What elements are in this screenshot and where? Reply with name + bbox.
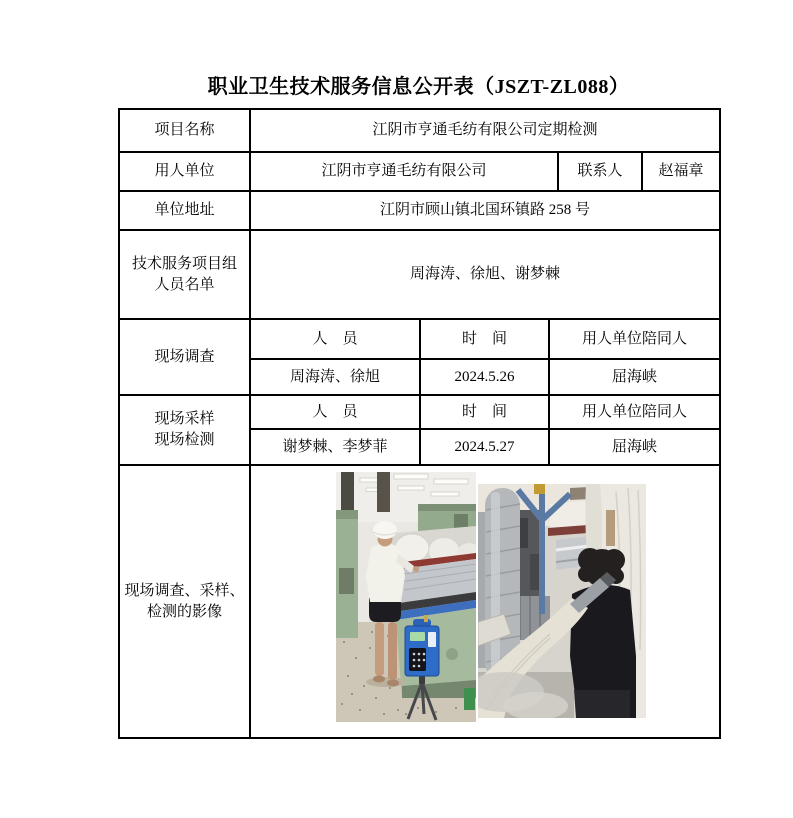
sampling-col-person: 人 员 — [250, 395, 420, 429]
media-label-line1: 现场调查、采样、 — [124, 582, 245, 599]
contact-name: 赵福章 — [642, 152, 720, 191]
info-table — [118, 108, 721, 739]
sampling-person: 谢梦棘、李梦菲 — [250, 429, 420, 465]
survey-time: 2024.5.26 — [420, 359, 549, 395]
site-photo-sampling — [478, 484, 646, 718]
sampling-escort: 屈海峡 — [549, 429, 720, 465]
survey-photo-illustration — [336, 472, 476, 722]
media-photos-cell — [250, 465, 720, 738]
row-team — [119, 230, 720, 319]
survey-escort: 屈海峡 — [549, 359, 720, 395]
sampling-photo-illustration — [478, 484, 646, 718]
title-code: （JSZT-ZL088） — [474, 76, 630, 98]
project-label: 项目名称 — [119, 109, 250, 152]
project-value: 江阴市亨通毛纺有限公司定期检测 — [250, 109, 720, 152]
address-value: 江阴市顾山镇北国环镇路 258 号 — [250, 191, 720, 230]
survey-col-person: 人 员 — [250, 319, 420, 359]
row-employer — [119, 152, 720, 191]
employer-value: 江阴市亨通毛纺有限公司 — [250, 152, 558, 191]
address-label: 单位地址 — [119, 191, 250, 230]
contact-label: 联系人 — [558, 152, 642, 191]
employer-label: 用人单位 — [119, 152, 250, 191]
site-photo-survey — [336, 472, 476, 722]
page-title — [118, 70, 719, 99]
sampling-col-time: 时 间 — [420, 395, 549, 429]
team-value: 周海涛、徐旭、谢梦棘 — [250, 230, 720, 319]
team-label — [119, 230, 250, 319]
media-label-line2: 检测的影像 — [146, 603, 222, 620]
team-label-line1: 技术服务项目组 — [131, 255, 237, 272]
row-media — [119, 465, 720, 738]
survey-col-escort: 用人单位陪同人 — [549, 319, 720, 359]
sampling-label — [119, 395, 250, 465]
sampling-label-line2: 现场检测 — [154, 432, 215, 448]
survey-col-time: 时 间 — [420, 319, 549, 359]
survey-label: 现场调查 — [119, 319, 250, 395]
sampling-label-line1: 现场采样 — [154, 411, 215, 427]
title-text: 职业卫生技术服务信息公开表 — [207, 76, 475, 98]
row-project — [119, 109, 720, 152]
team-label-line2: 人员名单 — [154, 276, 215, 293]
row-sampling-header — [119, 395, 720, 429]
row-address — [119, 191, 720, 230]
media-label — [119, 465, 250, 738]
row-survey-header — [119, 319, 720, 359]
sampling-col-escort: 用人单位陪同人 — [549, 395, 720, 429]
sampling-time: 2024.5.27 — [420, 429, 549, 465]
survey-person: 周海涛、徐旭 — [250, 359, 420, 395]
